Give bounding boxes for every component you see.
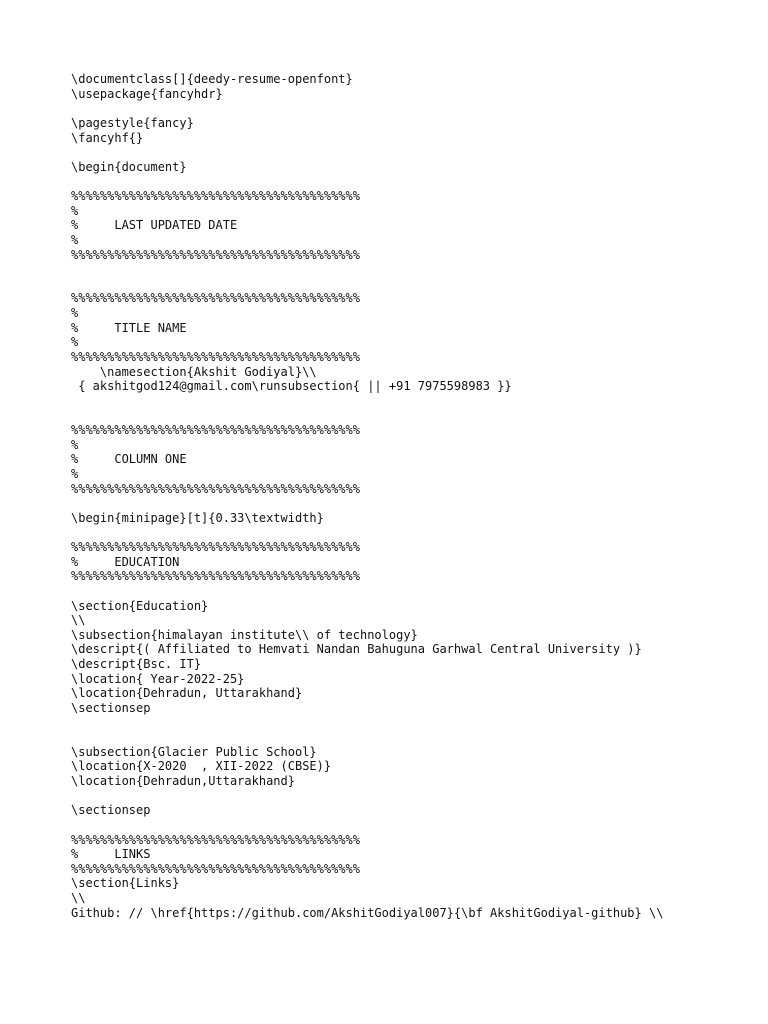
source-line: %%%%%%%%%%%%%%%%%%%%%%%%%%%%%%%%%%%%%%%% (71, 861, 360, 876)
source-line: \pagestyle{fancy} (71, 115, 194, 130)
source-line: %%%%%%%%%%%%%%%%%%%%%%%%%%%%%%%%%%%%%%%% (71, 291, 360, 306)
source-line: %%%%%%%%%%%%%%%%%%%%%%%%%%%%%%%%%%%%%%%% (71, 247, 360, 262)
source-line (71, 101, 663, 116)
source-line: \descript{( Affiliated to Hemvati Nandan Bahuguna Garhwal Central University )} (71, 642, 642, 657)
source-line: %%%%%%%%%%%%%%%%%%%%%%%%%%%%%%%%%%%%%%%% (71, 481, 360, 496)
source-line: \location{Dehradun, Uttarakhand} (71, 686, 303, 701)
source-line: \section{Education} (71, 598, 209, 613)
source-line: \subsection{himalayan institute\\ of technology} (71, 627, 418, 642)
source-line (71, 394, 663, 409)
source-line (71, 525, 663, 540)
source-line: % (71, 306, 79, 320)
source-line: % EDUCATION (71, 554, 180, 569)
source-line: \sectionsep (71, 700, 151, 715)
source-line: \location{X-2020 , XII-2022 (CBSE)} (71, 759, 332, 774)
source-line: \fancyhf{} (71, 130, 144, 145)
source-line: %%%%%%%%%%%%%%%%%%%%%%%%%%%%%%%%%%%%%%%% (71, 569, 360, 584)
source-line (71, 145, 663, 160)
source-line (71, 584, 663, 599)
source-line: \namesection{Akshit Godiyal}\\ (71, 364, 317, 379)
source-line: % TITLE NAME (71, 320, 187, 335)
source-line: %%%%%%%%%%%%%%%%%%%%%%%%%%%%%%%%%%%%%%%% (71, 349, 360, 364)
source-line (71, 730, 663, 745)
source-line: % (71, 437, 79, 452)
source-line: \sectionsep (71, 803, 151, 818)
source-line: \\ (71, 613, 86, 628)
source-line (71, 789, 663, 804)
source-line: \location{ Year-2022-25} (71, 671, 245, 686)
source-line: %%%%%%%%%%%%%%%%%%%%%%%%%%%%%%%%%%%%%%%% (71, 189, 360, 203)
source-line: % LAST UPDATED DATE (71, 218, 238, 233)
source-line: \section{Links} (71, 876, 180, 891)
source-line (71, 277, 663, 292)
source-line: \usepackage{fancyhdr} (71, 86, 223, 101)
source-line: \begin{document} (71, 159, 187, 174)
source-line: % (71, 335, 79, 350)
source-line (71, 818, 663, 833)
source-line: % (71, 466, 79, 481)
source-line: \documentclass[]{deedy-resume-openfont} (71, 72, 353, 86)
source-line (71, 262, 663, 277)
source-line: Github: // \href{https://github.com/AkshitGodiyal007}{\bf AkshitGodiyal-github} \\ (71, 905, 664, 920)
latex-source-listing (71, 72, 663, 920)
source-line (71, 716, 663, 731)
source-line: \\ (71, 891, 86, 905)
source-line: { akshitgod124@gmail.com\runsubsection{ || +91 7975598983 }} (71, 379, 512, 394)
source-line: \subsection{Glacier Public School} (71, 744, 317, 759)
source-line: \location{Dehradun,Uttarakhand} (71, 774, 295, 788)
source-line (71, 174, 663, 189)
source-line: % (71, 203, 79, 218)
source-line (71, 408, 663, 423)
source-line: \descript{Bsc. IT} (71, 657, 202, 671)
source-line (71, 496, 663, 511)
source-line: %%%%%%%%%%%%%%%%%%%%%%%%%%%%%%%%%%%%%%%% (71, 540, 360, 554)
source-line: \begin{minipage}[t]{0.33\textwidth} (71, 510, 324, 525)
source-line: % (71, 232, 79, 247)
source-line: % COLUMN ONE (71, 452, 187, 467)
source-line: %%%%%%%%%%%%%%%%%%%%%%%%%%%%%%%%%%%%%%%% (71, 832, 360, 847)
source-line: % LINKS (71, 847, 151, 862)
source-line: %%%%%%%%%%%%%%%%%%%%%%%%%%%%%%%%%%%%%%%% (71, 423, 360, 437)
